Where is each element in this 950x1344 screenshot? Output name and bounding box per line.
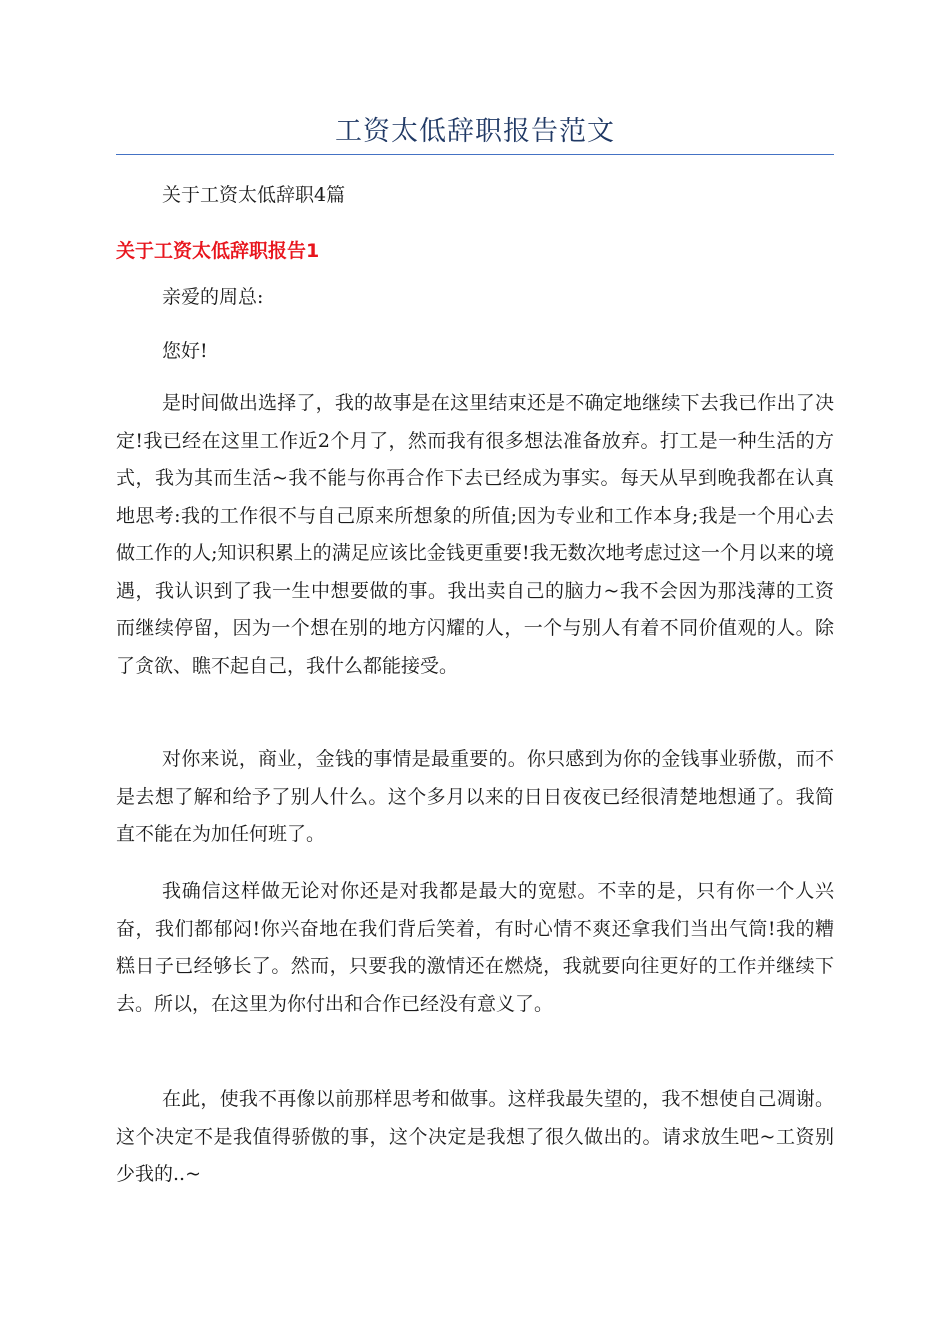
greeting: 亲爱的周总: xyxy=(162,286,264,308)
section-heading: 关于工资太低辞职报告1 xyxy=(116,240,320,262)
body-paragraph-4: 在此，使我不再像以前那样思考和做事。这样我最失望的，我不想使自己凋谢。这个决定不是我值得骄傲的事，这个决定是我想了很久做出的。请求放生吧~工资别少我的..~ xyxy=(116,1088,834,1185)
document-title: 工资太低辞职报告范文 xyxy=(335,116,615,147)
hello-line: 您好! xyxy=(162,340,208,362)
document-subtitle: 关于工资太低辞职4篇 xyxy=(162,184,346,206)
body-paragraph-3: 我确信这样做无论对你还是对我都是最大的宽慰。不幸的是，只有你一个人兴奋，我们都郁闷!你兴奋地在我们背后笑着，有时心情不爽还拿我们当出气筒!我的糟糕日子已经够长了。然而，只要我的激情还在燃烧，我就要向往更好的工作并继续下去。所以，在这里为你付出和合作已经没有意义了。 xyxy=(116,880,834,1015)
title-divider xyxy=(116,154,834,155)
body-paragraph-1: 是时间做出选择了，我的故事是在这里结束还是不确定地继续下去我已作出了决定!我已经在这里工作近2个月了，然而我有很多想法准备放弃。打工是一种生活的方式，我为其而生活~我不能与你再合作下去已经成为事实。每天从早到晚我都在认真地思考:我的工作很不与自己原来所想象的所值;因为专业和工作本身;我是一个用心去做工作的人;知识积累上的满足应该比金钱更重要!我无数次地考虑过这一个月以来的境遇，我认识到了我一生中想要做的事。我出卖自己的脑力~我不会因为那浅薄的工资而继续停留，因为一个想在别的地方闪耀的人，一个与别人有着不同价值观的人。除了贪欲、瞧不起自己，我什么都能接受。 xyxy=(116,392,834,677)
body-paragraph-2: 对你来说，商业，金钱的事情是最重要的。你只感到为你的金钱事业骄傲，而不是去想了解和给予了别人什么。这个多月以来的日日夜夜已经很清楚地想通了。我简直不能在为加任何班了。 xyxy=(116,748,834,845)
